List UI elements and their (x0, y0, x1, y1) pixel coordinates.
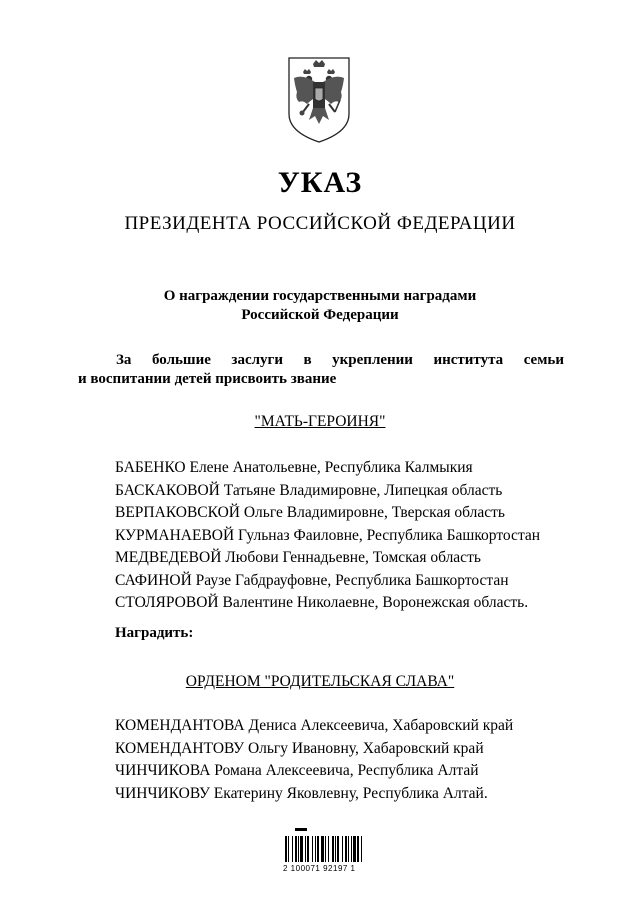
recipient-item: МЕДВЕДЕВОЙ Любови Геннадьевне, Томская область (115, 549, 481, 566)
coat-of-arms-icon (285, 52, 353, 144)
recipient-item: ВЕРПАКОВСКОЙ Ольге Владимировне, Тверская область (115, 504, 505, 521)
decree-preamble (78, 351, 564, 389)
recipient-item: БАСКАКОВОЙ Татьяне Владимировне, Липецкая область (115, 481, 503, 499)
subject-line: Российской Федерации (241, 307, 399, 323)
title-recipients-list (115, 457, 615, 615)
decree-issuer: ПРЕЗИДЕНТА РОССИЙСКОЙ ФЕДЕРАЦИИ (124, 213, 516, 234)
recipient-item: КУРМАНАЕВОЙ Гульназ Фаиловне, Республика Башкортостан (115, 526, 541, 544)
recipient-item: КОМЕНДАНТОВА Дениса Алексеевича, Хабаровский край (115, 717, 514, 734)
recipient-item: СТОЛЯРОВОЙ Валентине Николаевне, Воронежская область. (115, 594, 529, 611)
preamble-line: За большие заслуги в укреплении института семьи (116, 352, 564, 368)
order-heading (0, 673, 640, 691)
award-action-label: Наградить: (115, 625, 194, 641)
order-recipients-list (115, 715, 615, 805)
barcode-icon (283, 826, 391, 882)
order-label: ОРДЕНОМ "РОДИТЕЛЬСКАЯ СЛАВА" (185, 673, 455, 690)
preamble-line: и воспитании детей присвоить звание (78, 371, 337, 387)
barcode-number: 2 100071 92197 1 (283, 864, 356, 873)
honorary-title-label: "МАТЬ-ГЕРОИНЯ" (254, 413, 386, 430)
recipient-item: ЧИНЧИКОВА Романа Алексеевича, Республика Алтай (115, 762, 479, 779)
decree-subject (0, 287, 640, 325)
recipient-item: ЧИНЧИКОВУ Екатерину Яковлевну, Республика Алтай. (115, 784, 488, 802)
recipient-item: БАБЕНКО Елене Анатольевне, Республика Калмыкия (115, 459, 473, 476)
recipient-item: КОМЕНДАНТОВУ Ольгу Ивановну, Хабаровский край (115, 739, 484, 757)
recipient-item: САФИНОЙ Раузе Габдрауфовне, Республика Башкортостан (115, 571, 509, 589)
subject-line: О награждении государственными наградами (163, 288, 477, 304)
decree-title: УКАЗ (277, 166, 363, 199)
honorary-title-heading (0, 413, 640, 431)
